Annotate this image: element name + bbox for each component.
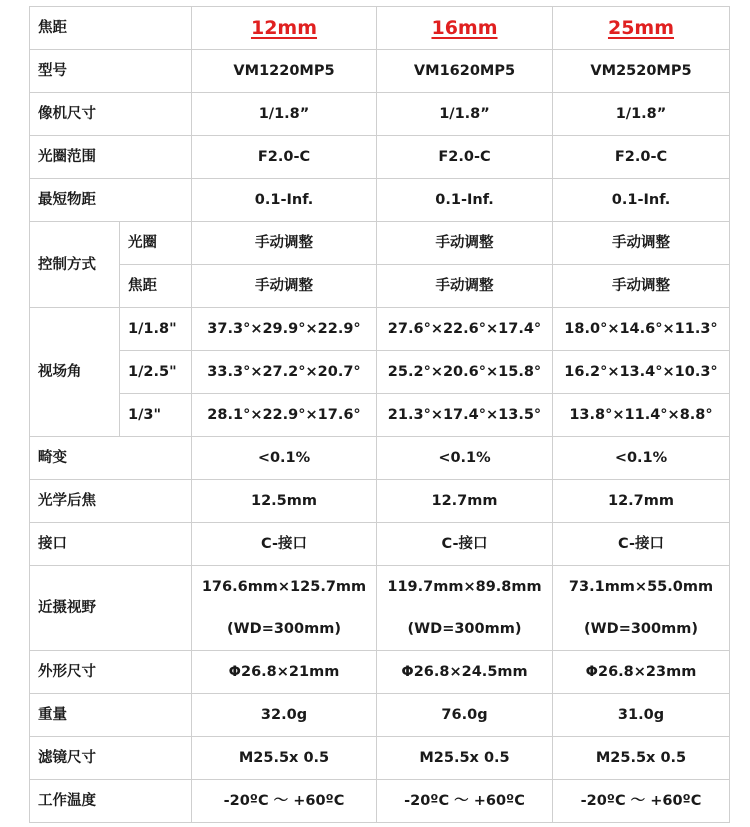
table-cell [377,566,553,651]
closeup-wd: (WD=300mm) [407,621,522,637]
table-cell: 25.2°×20.6°×15.8° [377,351,553,394]
table-cell: 手动调整 [192,222,377,265]
table-row [30,222,730,265]
row-label-sensor: 像机尺寸 [30,93,192,136]
table-cell [553,566,730,651]
table-cell [192,566,377,651]
table-row [30,265,730,308]
row-label-control: 控制方式 [30,222,120,308]
table-cell: 12.5mm [192,480,377,523]
table-cell: 0.1-Inf. [192,179,377,222]
table-cell: M25.5x 0.5 [377,737,553,780]
table-cell: -20ºC ～ +60ºC [377,780,553,823]
table-cell: 0.1-Inf. [553,179,730,222]
table-cell: 31.0g [553,694,730,737]
table-row [30,394,730,437]
closeup-field: 119.7mm×89.8mm [387,579,542,595]
table-cell: -20ºC ～ +60ºC [192,780,377,823]
table-row [30,136,730,179]
row-label-weight: 重量 [30,694,192,737]
table-cell: 手动调整 [553,222,730,265]
table-cell: 12.7mm [553,480,730,523]
table-row [30,523,730,566]
table-cell: VM2520MP5 [553,50,730,93]
sub-label-focus: 焦距 [120,265,192,308]
table-cell: -20ºC ～ +60ºC [553,780,730,823]
table-cell: 12.7mm [377,480,553,523]
row-label-focal: 焦距 [30,7,192,50]
row-label-model: 型号 [30,50,192,93]
header-model-12mm: 12mm [192,7,377,50]
table-cell: F2.0-C [192,136,377,179]
spec-table [29,6,730,823]
table-row [30,308,730,351]
table-cell: M25.5x 0.5 [553,737,730,780]
table-cell: 21.3°×17.4°×13.5° [377,394,553,437]
row-label-aperture: 光圈范围 [30,136,192,179]
table-row [30,737,730,780]
table-cell: 手动调整 [377,222,553,265]
sub-label-sensor-1-1.8: 1/1.8" [120,308,192,351]
table-cell: F2.0-C [553,136,730,179]
table-cell: 1/1.8” [192,93,377,136]
table-cell: Φ26.8×21mm [192,651,377,694]
header-model-25mm: 25mm [553,7,730,50]
table-row [30,694,730,737]
closeup-wd: (WD=300mm) [227,621,341,637]
row-label-fov: 视场角 [30,308,120,437]
table-cell: 27.6°×22.6°×17.4° [377,308,553,351]
table-cell: 18.0°×14.6°×11.3° [553,308,730,351]
row-label-bfl: 光学后焦 [30,480,192,523]
closeup-field: 73.1mm×55.0mm [568,579,714,595]
table-cell: VM1220MP5 [192,50,377,93]
table-cell: 手动调整 [377,265,553,308]
table-row [30,351,730,394]
table-row [30,437,730,480]
sub-label-sensor-1-2.5: 1/2.5" [120,351,192,394]
table-cell: 1/1.8” [377,93,553,136]
table-cell: 手动调整 [192,265,377,308]
header-model-16mm: 16mm [377,7,553,50]
table-cell: Φ26.8×24.5mm [377,651,553,694]
table-cell: 28.1°×22.9°×17.6° [192,394,377,437]
table-cell: 76.0g [377,694,553,737]
row-label-mount: 接口 [30,523,192,566]
row-label-mod: 最短物距 [30,179,192,222]
sub-label-sensor-1-3: 1/3" [120,394,192,437]
table-cell: C-接口 [553,523,730,566]
table-cell: 16.2°×13.4°×10.3° [553,351,730,394]
table-cell: <0.1% [192,437,377,480]
table-row [30,93,730,136]
closeup-field: 176.6mm×125.7mm [201,579,367,595]
table-cell: 13.8°×11.4°×8.8° [553,394,730,437]
table-cell: C-接口 [377,523,553,566]
table-cell: C-接口 [192,523,377,566]
table-cell: 0.1-Inf. [377,179,553,222]
table-cell: 33.3°×27.2°×20.7° [192,351,377,394]
row-label-temperature: 工作温度 [30,780,192,823]
table-cell: Φ26.8×23mm [553,651,730,694]
table-row [30,651,730,694]
table-row [30,780,730,823]
row-label-dimension: 外形尺寸 [30,651,192,694]
row-label-closeup: 近摄视野 [30,566,192,651]
closeup-wd: (WD=300mm) [584,621,698,637]
table-row [30,7,730,50]
table-cell: <0.1% [377,437,553,480]
table-cell: F2.0-C [377,136,553,179]
table-cell: M25.5x 0.5 [192,737,377,780]
table-cell: VM1620MP5 [377,50,553,93]
row-label-distortion: 畸变 [30,437,192,480]
table-cell: 37.3°×29.9°×22.9° [192,308,377,351]
table-cell: 手动调整 [553,265,730,308]
table-row [30,480,730,523]
table-cell: 1/1.8” [553,93,730,136]
table-row [30,50,730,93]
sub-label-iris: 光圈 [120,222,192,265]
table-row [30,566,730,651]
table-cell: 32.0g [192,694,377,737]
table-row [30,179,730,222]
table-cell: <0.1% [553,437,730,480]
row-label-filter: 滤镜尺寸 [30,737,192,780]
